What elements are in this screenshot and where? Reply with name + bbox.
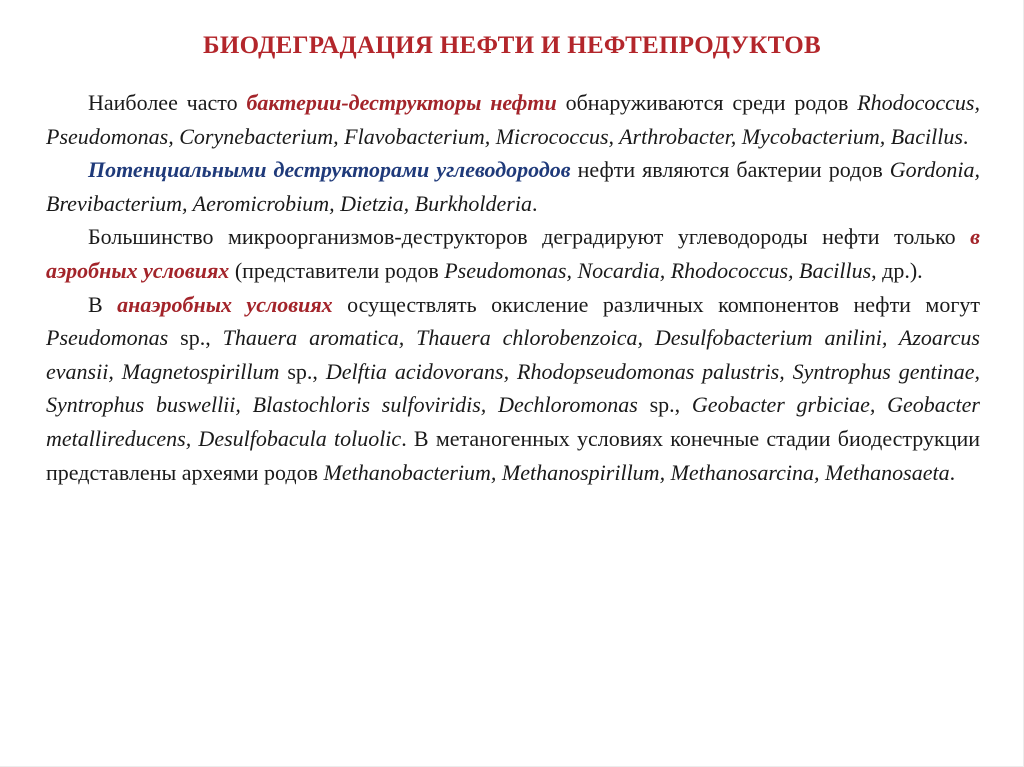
paragraph xyxy=(46,288,980,490)
slide-body xyxy=(46,86,980,489)
taxon-name: Geobacter grbiciae, Geobacter metallireducens, Desulfobacula toluolic xyxy=(46,392,980,451)
taxon-name: Pseudomonas xyxy=(46,325,169,351)
body-text-run: sp., xyxy=(637,392,692,418)
taxon-name: Gordonia, Brevibacterium, Aeromicrobium, Dietzia, Burkholderia xyxy=(46,157,980,216)
taxon-name: Rhodococcus, Pseudomonas, Corynebacterium, Flavobacterium, Micrococcus, Arthrobacter, Mycobacterium, Bacillus xyxy=(46,90,980,149)
body-text-run: Большинство микроорганизмов-деструкторов деградируют углеводороды нефти только xyxy=(88,224,971,250)
body-text-run: Наиболее часто xyxy=(88,90,247,115)
body-text-run: . xyxy=(962,123,969,149)
taxon-name: Methanobacterium, Methanospirillum, Methanosarcina, Methanosaeta xyxy=(323,459,950,485)
body-text-run: обнаруживаются среди родов xyxy=(556,90,858,115)
highlight-red-term: в аэробных условиях xyxy=(46,224,980,283)
body-text-run: sp., xyxy=(279,358,326,384)
body-text-run: . xyxy=(531,190,538,216)
highlight-blue-term: Потенциальными деструкторами углеводородов xyxy=(88,157,571,183)
taxon-name: Thauera aromatica, Thauera chlorobenzoica, Desulfobacterium anilini, Azoarcus evansii, Magnetospirillum xyxy=(46,325,980,384)
body-text-run: (представители родов xyxy=(229,257,445,283)
highlight-red-term: анаэробных условиях xyxy=(117,291,333,317)
paragraph xyxy=(46,86,980,153)
body-text-run: В xyxy=(88,291,118,317)
highlight-red-term: бактерии-деструкторы нефти xyxy=(246,90,557,115)
body-text-run: . xyxy=(949,459,956,485)
paragraph xyxy=(46,153,980,220)
body-text-run: , др.). xyxy=(871,257,923,283)
paragraph xyxy=(46,220,980,287)
body-text-run: . В метаногенных условиях конечные стадии биодеструкции представлены археями родов xyxy=(46,425,981,485)
body-text-run: нефти являются бактерии родов xyxy=(570,157,890,183)
taxon-name: Delftia acidovorans, Rhodopseudomonas palustris, Syntrophus gentinae, Syntrophus buswellii, Blastochloris sulfoviridis, Dechloromonas xyxy=(46,358,980,418)
taxon-name: Pseudomonas, Nocardia, Rhodococcus, Bacillus xyxy=(444,257,872,283)
body-text-run: sp., xyxy=(168,325,223,351)
slide-title: БИОДЕГРАДАЦИЯ НЕФТИ И НЕФТЕПРОДУКТОВ xyxy=(203,32,821,59)
body-text-run: осуществлять окисление различных компонентов нефти могут xyxy=(332,291,980,317)
